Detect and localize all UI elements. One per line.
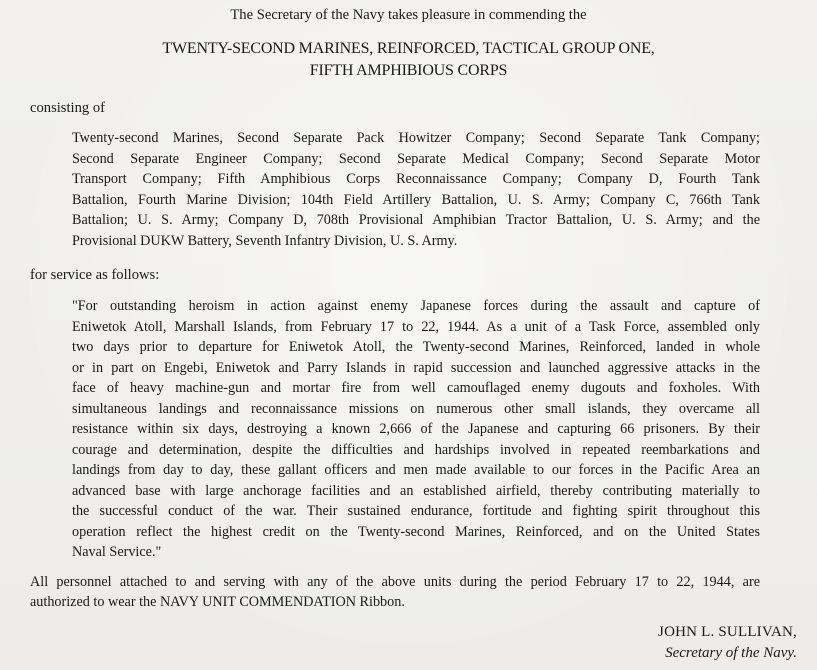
text-line: Eniwetok Atoll, Marshall Islands, from February 17 to 22, 1944. As a unit of a Task Force, assembled only (72, 318, 760, 335)
text-line: Battalion; U. S. Army; Company D, 708th Provisional Amphibian Tractor Battalion, U. S. Army; and the (72, 212, 760, 228)
text-line: two days prior to departure for Eniwetok Atoll, the Twenty-second Marines, Reinforced, landed in whole (72, 339, 760, 355)
text-line: simultaneous landings and reconnaissance missions on numerous other small islands, they overcame all (72, 400, 760, 417)
unit-title-line-1: TWENTY-SECOND MARINES, REINFORCED, TACTICAL GROUP ONE, (162, 40, 655, 57)
unit-title-block (0, 38, 817, 82)
for-service-label: for service as follows: (30, 267, 160, 283)
text-line: or in part on Engebi, Eniwetok and Parry Islands in rapid succession and launched aggressive attacks in the (72, 359, 760, 376)
closing-paragraph (30, 572, 760, 613)
signature-name: JOHN L. SULLIVAN, (658, 623, 797, 640)
component-units-paragraph (72, 128, 760, 251)
citation-paragraph (72, 296, 760, 563)
text-line: face of heavy machine-gun and mortar fire from well camouflaged enemy dugouts and foxholes. With (72, 380, 760, 396)
text-line: Naval Service." (72, 544, 162, 560)
text-line: advanced base with large anchorage facilities and an established airfield, thereby contributing materially to (72, 482, 760, 499)
text-line: landings from day to day, these gallant officers and men made available to our forces in the Pacific Area an (72, 462, 760, 478)
text-line: "For outstanding heroism in action against enemy Japanese forces during the assault and capture of (72, 298, 760, 314)
text-line: Second Separate Engineer Company; Second Separate Medical Company; Second Separate Motor (72, 150, 760, 167)
text-line: operation reflect the highest credit on the Twenty-second Marines, Reinforced, and on the United States (72, 523, 760, 540)
consisting-of-label: consisting of (30, 100, 105, 116)
text-line: authorized to wear the NAVY UNIT COMMENDATION Ribbon. (30, 594, 405, 610)
text-line: All personnel attached to and serving with any of the above units during the period February 17 to 22, 1944, are (30, 573, 760, 590)
text-line: resistance within six days, destroying a known 2,666 of the Japanese and capturing 66 prisoners. By their (72, 421, 760, 437)
text-line: Transport Company; Fifth Amphibious Corps Reconnaissance Company; Company D, Fourth Tank (72, 171, 760, 187)
text-line: the successful conduct of the war. Their sustained endurance, fortitude and fighting spirit throughout this (72, 503, 760, 519)
text-line: Provisional DUKW Battery, Seventh Infantry Division, U. S. Army. (72, 232, 458, 249)
text-line: Twenty-second Marines, Second Separate Pack Howitzer Company; Second Separate Tank Company; (72, 130, 760, 146)
signature-block (0, 622, 797, 664)
text-line: Battalion, Fourth Marine Division; 104th Field Artillery Battalion, U. S. Army; Company C, 766th Tank (72, 191, 760, 208)
text-line: courage and determination, despite the difficulties and hardships involved in repeated reembarkations and (72, 441, 760, 458)
intro-line: The Secretary of the Navy takes pleasure in commending the (230, 7, 587, 23)
signature-title: Secretary of the Navy. (665, 644, 797, 661)
unit-title-line-2: FIFTH AMPHIBIOUS CORPS (309, 62, 508, 79)
